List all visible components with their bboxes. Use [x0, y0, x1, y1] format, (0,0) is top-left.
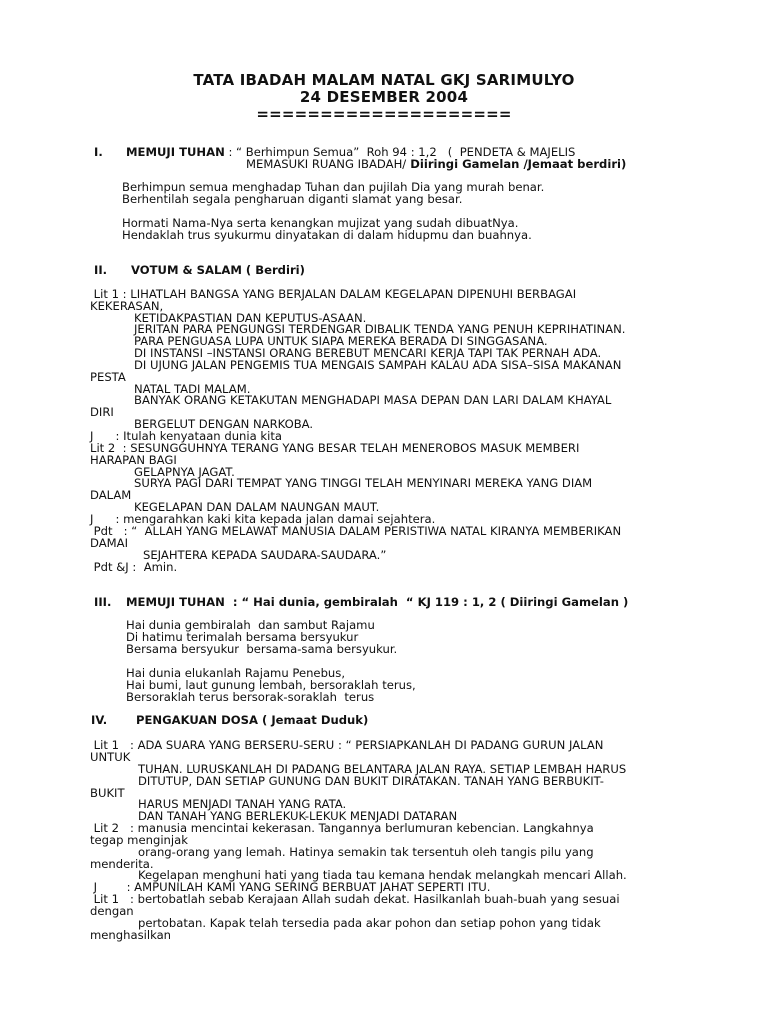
liturgy-line: J : mengarahkan kaki kita kepada jalan damai sejahtera. — [90, 512, 436, 526]
liturgy-line: Lit 1 : LIHATLAH BANGSA YANG BERJALAN DALAM KEGELAPAN DIPENUHI BERBAGAI — [90, 287, 577, 301]
song-verse: Di hatimu terimalah bersama bersyukur — [126, 630, 359, 644]
liturgy-line: DAMAI — [90, 536, 129, 550]
song-verse: Hai dunia elukanlah Rajamu Penebus, — [126, 666, 346, 680]
section-1-header-rest2b: Diiringi Gamelan /Jemaat berdiri) — [406, 157, 627, 171]
confession-line: DITUTUP, DAN SETIAP GUNUNG DAN BUKIT DIRATAKAN. TANAH YANG BERBUKIT- — [138, 774, 604, 788]
song-verse: Bersoraklah terus bersorak-soraklah terus — [126, 690, 375, 704]
title-rule: ==================== — [256, 105, 512, 123]
confession-line: J : AMPUNILAH KAMI YANG SERING BERBUAT JAHAT SEPERTI ITU. — [90, 880, 491, 894]
song-verse: Hai dunia gembiralah dan sambut Rajamu — [126, 618, 375, 632]
section-3-number: III. — [94, 595, 112, 609]
liturgy-line: KEKERASAN, — [90, 299, 164, 313]
liturgy-line: Pdt &J : Amin. — [90, 560, 178, 574]
confession-line: BUKIT — [90, 786, 125, 800]
confession-line: Lit 1 : ADA SUARA YANG BERSERU-SERU : “ PERSIAPKANLAH DI PADANG GURUN JALAN — [90, 738, 604, 752]
liturgy-line: BERGELUT DENGAN NARKOBA. — [134, 417, 314, 431]
confession-line: menghasilkan — [90, 928, 172, 942]
liturgy-line: DI UJUNG JALAN PENGEMIS TUA MENGAIS SAMPAH KALAU ADA SISA–SISA MAKANAN — [134, 358, 622, 372]
confession-line: HARUS MENJADI TANAH YANG RATA. — [138, 797, 347, 811]
liturgy-line: Lit 2 : SESUNGGUHNYA TERANG YANG BESAR TELAH MENEROBOS MASUK MEMBERI — [90, 441, 580, 455]
confession-line: Lit 1 : bertobatlah sebab Kerajaan Allah sudah dekat. Hasilkanlah buah-buah yang sesuai — [90, 892, 620, 906]
section-2-heading: VOTUM & SALAM ( Berdiri) — [131, 263, 305, 277]
confession-line: Kegelapan menghuni hati yang tiada tau kemana hendak melangkah mencari Allah. — [138, 868, 627, 882]
section-2-number: II. — [94, 263, 108, 277]
section-1-header-line2 — [246, 158, 626, 170]
liturgy-line: BANYAK ORANG KETAKUTAN MENGHADAPI MASA DEPAN DAN LARI DALAM KHAYAL — [134, 393, 612, 407]
liturgy-line: SURYA PAGI DARI TEMPAT YANG TINGGI TELAH MENYINARI MEREKA YANG DIAM — [134, 476, 593, 490]
confession-line: Lit 2 : manusia mencintai kekerasan. Tangannya berlumuran kebencian. Langkahnya — [90, 821, 594, 835]
confession-line: TUHAN. LURUSKANLAH DI PADANG BELANTARA JALAN RAYA. SETIAP LEMBAH HARUS — [138, 762, 627, 776]
confession-line: tegap menginjak — [90, 833, 188, 847]
confession-line: UNTUK — [90, 750, 131, 764]
song-verse: Hai bumi, laut gunung lembah, bersoraklah terus, — [126, 678, 416, 692]
liturgy-line: JERITAN PARA PENGUNGSI TERDENGAR DIBALIK TENDA YANG PENUH KEPRIHATINAN. — [134, 322, 626, 336]
liturgy-line: KEGELAPAN DAN DALAM NAUNGAN MAUT. — [134, 500, 380, 514]
section-1-verse: Hendaklah trus syukurmu dinyatakan di dalam hidupmu dan buahnya. — [122, 228, 532, 242]
section-1-header-rest2a: MEMASUKI RUANG IBADAH/ — [246, 157, 407, 171]
liturgy-line: KETIDAKPASTIAN DAN KEPUTUS-ASAAN. — [134, 311, 367, 325]
liturgy-line: HARAPAN BAGI — [90, 453, 177, 467]
liturgy-line: DALAM — [90, 488, 132, 502]
confession-line: DAN TANAH YANG BERLEKUK-LEKUK MENJADI DATARAN — [138, 809, 458, 823]
section-1-verse: Berhentilah segala pengharuan diganti slamat yang besar. — [122, 192, 463, 206]
section-3-heading: MEMUJI TUHAN : “ Hai dunia, gembiralah “ KJ 119 : 1, 2 ( Diiringi Gamelan ) — [126, 595, 629, 609]
liturgy-line: J : Itulah kenyataan dunia kita — [90, 429, 282, 443]
confession-line: menderita. — [90, 857, 154, 871]
liturgy-line: SEJAHTERA KEPADA SAUDARA-SAUDARA.” — [143, 548, 387, 562]
section-1-header-rest: : “ Berhimpun Semua” Roh 94 : 1,2 ( PENDETA & MAJELIS — [224, 145, 576, 159]
confession-line: pertobatan. Kapak telah tersedia pada akar pohon dan setiap pohon yang tidak — [138, 916, 601, 930]
section-4-heading: PENGAKUAN DOSA ( Jemaat Duduk) — [136, 713, 369, 727]
section-1-verse: Berhimpun semua menghadap Tuhan dan pujilah Dia yang murah benar. — [122, 180, 545, 194]
confession-line: dengan — [90, 904, 134, 918]
section-4-number: IV. — [91, 713, 108, 727]
document-title: TATA IBADAH MALAM NATAL GKJ SARIMULYO — [193, 71, 575, 89]
confession-line: orang-orang yang lemah. Hatinya semakin tak tersentuh oleh tangis pilu yang — [138, 845, 594, 859]
liturgy-line: PESTA — [90, 370, 126, 384]
liturgy-line: NATAL TADI MALAM. — [134, 382, 251, 396]
liturgy-line: PARA PENGUASA LUPA UNTUK SIAPA MEREKA BERADA DI SINGGASANA. — [134, 334, 548, 348]
liturgy-line: Pdt : “ ALLAH YANG MELAWAT MANUSIA DALAM PERISTIWA NATAL KIRANYA MEMBERIKAN — [90, 524, 622, 538]
section-1-number: I. — [94, 145, 103, 159]
section-1-heading: MEMUJI TUHAN — [126, 145, 225, 159]
song-verse: Bersama bersyukur bersama-sama bersyukur. — [126, 642, 398, 656]
liturgy-line: DI INSTANSI –INSTANSI ORANG BEREBUT MENCARI KERJA TAPI TAK PERNAH ADA. — [134, 346, 602, 360]
liturgy-line: GELAPNYA JAGAT. — [134, 465, 235, 479]
document-date: 24 DESEMBER 2004 — [299, 88, 469, 106]
liturgy-line: DIRI — [90, 405, 114, 419]
section-1-verse: Hormati Nama-Nya serta kenangkan mujizat yang sudah dibuatNya. — [122, 216, 519, 230]
